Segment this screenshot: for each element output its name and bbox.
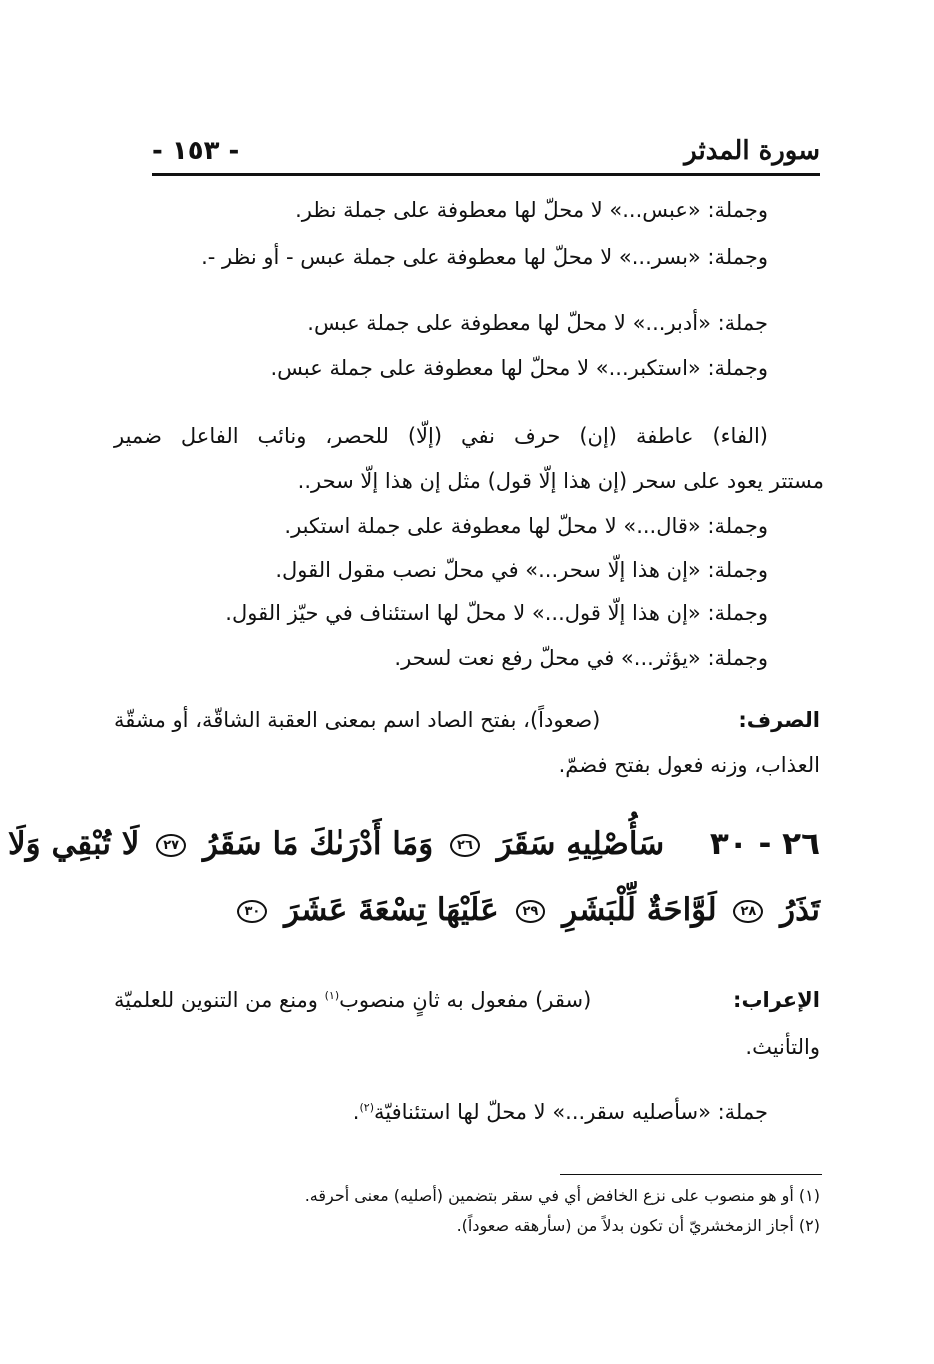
text-line: وجملة: «قال...» لا محلّ لها معطوفة على جملة استكبر. — [284, 514, 768, 538]
verse-26: سَأُصْلِيهِ سَقَرَ — [496, 826, 665, 862]
verse-30: عَلَيْهَا تِسْعَةَ عَشَرَ — [284, 892, 499, 928]
irab-text-b: ومنع من التنوين للعلميّة — [114, 988, 325, 1012]
surah-title: سورة المدثر — [684, 136, 820, 166]
text-line: وجملة: «بسر...» لا محلّ لها معطوفة على جملة عبس - أو نظر -. — [201, 245, 768, 269]
text-line: وجملة: «إن هذا إلّا قول...» لا محلّ لها استئناف في حيّز القول. — [225, 601, 768, 625]
irab-text-a: (سقر) مفعول به ثانٍ منصوب — [339, 988, 592, 1012]
verse-28-start: لَا تُبْقِي وَلَا — [8, 826, 140, 862]
sarf-text: (صعوداً)، بفتح الصاد اسم بمعنى العقبة الشاقّة، أو مشقّة — [114, 708, 601, 732]
text-line: وجملة: «استكبر...» لا محلّ لها معطوفة على جملة عبس. — [270, 356, 768, 380]
irab-text — [114, 988, 591, 1012]
text-line: وجملة: «إن هذا إلّا سحر...» في محلّ نصب مقول القول. — [275, 558, 768, 582]
sarf-line — [114, 708, 820, 732]
ayah-number-27: ٢٧ — [156, 834, 186, 857]
footnote-rule — [560, 1174, 822, 1175]
irab-line — [114, 988, 820, 1012]
text-line: والتأنيث. — [745, 1035, 820, 1059]
ayah-number-30: ٣٠ — [237, 900, 267, 923]
footnote-2: (٢) أجاز الزمخشريّ أن تكون بدلاً من (سأرهقه صعوداً). — [456, 1216, 820, 1235]
footnote-ref-2: (٢) — [359, 1101, 374, 1114]
verse-line-2 — [231, 892, 820, 928]
text-line: (الفاء) عاطفة (إن) حرف نفي (إلّا) للحصر، ونائب الفاعل ضمير — [114, 424, 768, 448]
header-rule — [152, 173, 820, 176]
jumla-text: جملة: «سأصليه سقر...» لا محلّ لها استئنافيّة — [374, 1100, 768, 1124]
text-line: جملة: «أدبر...» لا محلّ لها معطوفة على جملة عبس. — [307, 311, 768, 335]
sarf-label: الصرف: — [738, 708, 820, 732]
text-line: وجملة: «يؤثر...» في محلّ رفع نعت لسحر. — [394, 646, 768, 670]
verse-range: ٢٦ - ٣٠ — [709, 826, 820, 862]
text-line: العذاب، وزنه فعول بفتح فضمّ. — [558, 753, 820, 777]
verse-27: وَمَا أَدْرَىٰكَ مَا سَقَرُ — [202, 826, 434, 862]
verse-29: لَوَّاحَةٌ لِّلْبَشَرِ — [562, 892, 717, 928]
footnote-ref-1: (١) — [324, 989, 340, 1002]
irab-label: الإعراب: — [733, 988, 820, 1012]
page-header — [152, 128, 820, 174]
jumla-line — [353, 1100, 768, 1124]
page-number: - ١٥٣ - — [152, 136, 240, 166]
verse-line-1 — [8, 826, 820, 862]
ayah-number-28: ٢٨ — [733, 900, 763, 923]
ayah-number-26: ٢٦ — [450, 834, 480, 857]
text-line: مستتر يعود على سحر (إن هذا إلّا قول) مثل إن هذا إلّا سحر.. — [297, 469, 824, 493]
text-line: وجملة: «عبس...» لا محلّ لها معطوفة على جملة نظر. — [295, 198, 768, 222]
ayah-number-29: ٢٩ — [516, 900, 546, 923]
jumla-end: . — [352, 1100, 360, 1124]
verse-28-end: تَذَرُ — [780, 892, 820, 928]
footnote-1: (١) أو هو منصوب على نزع الخافض أي في سقر بتضمين (أصليه) معنى أحرقه. — [304, 1186, 820, 1205]
